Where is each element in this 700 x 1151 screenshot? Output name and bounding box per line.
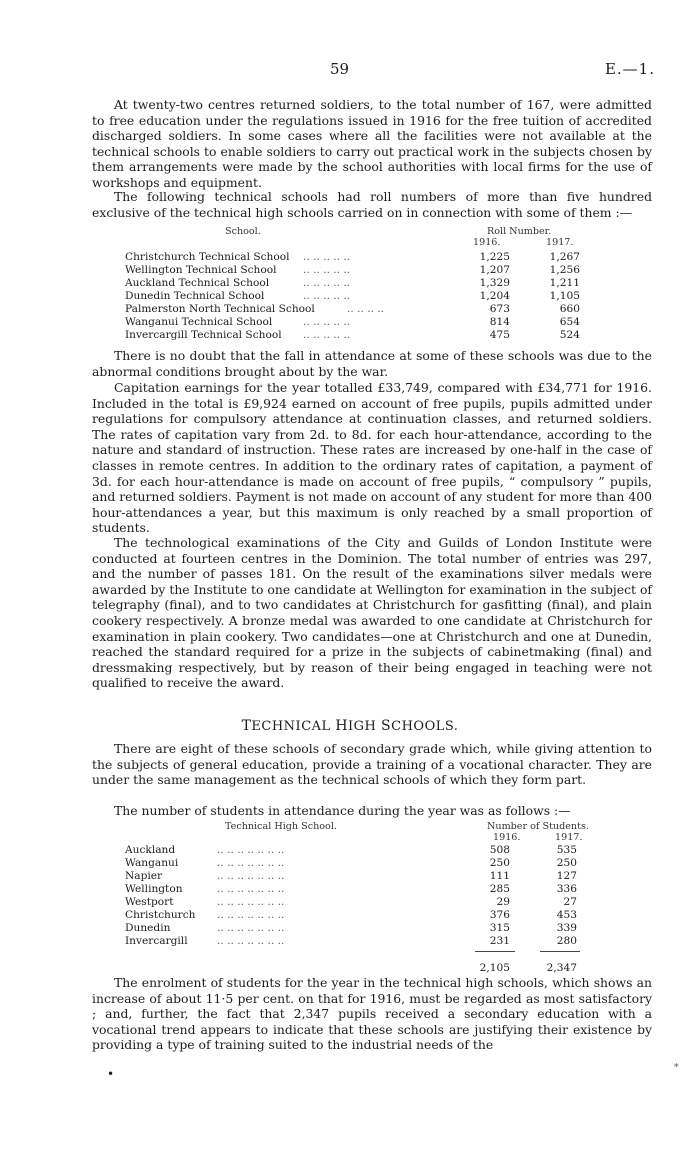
value-1916: 315 — [489, 922, 510, 934]
paragraph-examinations — [92, 535, 652, 691]
value-1917: 1,256 — [549, 264, 580, 276]
table-row — [125, 277, 645, 290]
leader-dots: .. .. .. .. .. — [303, 277, 351, 289]
school-name: Wellington — [125, 883, 183, 895]
value-1917: 524 — [559, 329, 580, 341]
leader-dots: .. .. .. .. .. .. .. — [217, 883, 285, 895]
total-rule-1916 — [475, 951, 515, 952]
paragraph-text: Capitation earnings for the year totalled £33,749, compared with £34,771 for 1916. Included in the total is £9,924 earned on account of free pupils, pupils admitted under regulations for compulsory attendance at continuation classes, and returned soldiers. The rates of capitation vary from 2d. to 8d. for each hour-attendance, according to the nature and standard of instruction. These rates are increased by one-half in the case of classes in remote centres. In addition to the ordinary rates of capitation, a payment of 3d. for each hour-attendance is made on account of free pupils, “ compulsory ” pupils, and returned soldiers. Payment is not made on account of any student for more than 400 hour-attendances a year, but this maximum is only reached by a small proportion of students. — [92, 380, 652, 536]
school-name: Wellington Technical School — [125, 264, 277, 276]
bullet-mark: • — [107, 1067, 115, 1081]
value-1916: 475 — [489, 329, 510, 341]
table-row — [125, 909, 645, 922]
leader-dots: .. .. .. .. .. .. .. — [217, 870, 285, 882]
table-row — [125, 303, 645, 316]
table-row — [125, 329, 645, 342]
value-1917: 453 — [556, 909, 577, 921]
leader-dots: .. .. .. .. .. .. .. — [217, 844, 285, 856]
value-1916: 1,207 — [479, 264, 510, 276]
paragraph-roll-numbers-intro — [92, 189, 652, 220]
paragraph-text: There are eight of these schools of secondary grade which, while giving attention to the subjects of general education, provide a training of a vocational character. They are under the same management as the technical schools of which they form part. — [92, 741, 652, 788]
paragraph-returned-soldiers — [92, 97, 652, 191]
value-1916: 673 — [489, 303, 510, 315]
total-rule-1917 — [540, 951, 580, 952]
leader-dots: .. .. .. .. .. — [303, 329, 351, 341]
paragraph-secondary-grade — [92, 741, 652, 788]
value-1916: 1,204 — [479, 290, 510, 302]
section-heading-technical-high-schools: TECHNICAL HIGH SCHOOLS. — [241, 718, 459, 734]
leader-dots: .. .. .. .. .. .. .. — [217, 909, 285, 921]
paragraph-fall-in-attendance — [92, 348, 652, 379]
table-header-roll-number: Roll Number. — [487, 226, 552, 237]
value-1916: 111 — [489, 870, 510, 882]
page-number: 59 — [330, 60, 350, 78]
school-name: Napier — [125, 870, 163, 882]
table-header-school: School. — [225, 226, 261, 237]
school-name: Wanganui Technical School — [125, 316, 273, 328]
table-header-school: Technical High School. — [225, 821, 337, 832]
value-1916: 250 — [489, 857, 510, 869]
value-1917: 1,267 — [549, 251, 580, 263]
table-row — [125, 857, 645, 870]
school-name: Christchurch Technical School — [125, 251, 290, 263]
paragraph-capitation — [92, 380, 652, 536]
value-1917: 280 — [556, 935, 577, 947]
table-header-year-1916: 1916. — [473, 237, 501, 248]
school-name: Invercargill Technical School — [125, 329, 282, 341]
value-1916: 814 — [489, 316, 510, 328]
table-row — [125, 883, 645, 896]
table-row — [125, 844, 645, 857]
school-name: Dunedin Technical School — [125, 290, 265, 302]
table-header-year-1916: 1916. — [493, 832, 521, 843]
table-row — [125, 251, 645, 264]
leader-dots: .. .. .. .. .. — [303, 264, 351, 276]
leader-dots: .. .. .. .. .. .. .. — [217, 896, 285, 908]
paragraph-text: The number of students in attendance during the year was as follows :— — [114, 803, 571, 818]
value-1917: 127 — [556, 870, 577, 882]
leader-dots: .. .. .. .. .. .. .. — [217, 857, 285, 869]
leader-dots: .. .. .. .. .. .. .. — [217, 935, 285, 947]
value-1917: 250 — [556, 857, 577, 869]
value-1916: 376 — [489, 909, 510, 921]
value-1917: 27 — [563, 896, 577, 908]
total-1917: 2,347 — [546, 962, 577, 974]
table-row — [125, 896, 645, 909]
school-name: Dunedin — [125, 922, 171, 934]
paragraph-text: The enrolment of students for the year in the technical high schools, which shows an increase of about 11·5 per cent. on that for 1916, must be regarded as most satisfactory ; and, further, the fact that 2,347 pupils received a secondary education with a vocational trend appears to indicate that these schools are justifying their existence by providing a type of training suited to the industrial needs of the — [92, 975, 652, 1053]
value-1917: 1,105 — [549, 290, 580, 302]
paragraph-text: The following technical schools had roll numbers of more than five hundred exclusive of the technical high schools carried on in connection with some of them :— — [92, 189, 652, 220]
value-1916: 1,329 — [479, 277, 510, 289]
page-header — [0, 60, 700, 80]
table-header-number-of-students: Number of Students. — [487, 821, 589, 832]
table-row — [125, 290, 645, 303]
value-1916: 285 — [489, 883, 510, 895]
value-1916: 231 — [489, 935, 510, 947]
value-1917: 660 — [559, 303, 580, 315]
value-1916: 29 — [496, 896, 510, 908]
paragraph-text: At twenty-two centres returned soldiers, to the total number of 167, were admitted to free education under the regulations issued in 1916 for the free tuition of accredited discharged soldiers. In some cases where all the facilities were not available at the technical schools to enable soldiers to carry out practical work in the subjects chosen by them arrangements were made by the school authorities with local firms for the use of workshops and equipment. — [92, 97, 652, 190]
school-name: Auckland Technical School — [125, 277, 270, 289]
school-name: Palmerston North Technical School — [125, 303, 315, 315]
total-1916: 2,105 — [479, 962, 510, 974]
school-name: Wanganui — [125, 857, 179, 869]
paragraph-text: There is no doubt that the fall in attendance at some of these schools was due to the abnormal conditions brought about by the war. — [92, 348, 652, 379]
school-name: Invercargill — [125, 935, 188, 947]
table-total-row — [125, 962, 645, 975]
school-name: Auckland — [125, 844, 176, 856]
leader-dots: .. .. .. .. .. — [303, 251, 351, 263]
paragraph-text: The technological examinations of the City and Guilds of London Institute were conducted at fourteen centres in the Dominion. The total number of entries was 297, and the number of passes 181. On the result of the examinations silver medals were awarded by the Institute to one candidate at Wellington for examination in the subject of telegraphy (final), and to two candidates at Christchurch for gasfitting (final), and plain cookery respectively. A bronze medal was awarded to one candidate at Christchurch for examination in plain cookery. Two candidates—one at Christchurch and one at Dunedin, reached the standard required for a prize in the subjects of cabinetmaking (final) and dressmaking respectively, but by reason of their being engaged in teaching were not qualified to receive the award. — [92, 535, 652, 691]
table-row — [125, 922, 645, 935]
value-1917: 336 — [556, 883, 577, 895]
table-row — [125, 316, 645, 329]
school-name: Christchurch — [125, 909, 196, 921]
students-table — [125, 821, 645, 996]
table-row — [125, 935, 645, 948]
paragraph-attendance-intro — [92, 803, 652, 819]
table-header-year-1917: 1917. — [546, 237, 574, 248]
table-row — [125, 870, 645, 883]
margin-mark: * — [674, 1063, 679, 1073]
value-1916: 508 — [489, 844, 510, 856]
leader-dots: .. .. .. .. .. — [303, 316, 351, 328]
document-reference: E.—1. — [604, 60, 655, 78]
table-header-year-1917: 1917. — [555, 832, 583, 843]
school-name: Westport — [125, 896, 174, 908]
value-1916: 1,225 — [479, 251, 510, 263]
leader-dots: .. .. .. .. .. .. .. — [217, 922, 285, 934]
leader-dots: .. .. .. .. — [347, 303, 385, 315]
value-1917: 654 — [559, 316, 580, 328]
table-row — [125, 264, 645, 277]
value-1917: 1,211 — [549, 277, 580, 289]
paragraph-enrolment — [92, 975, 652, 1053]
value-1917: 339 — [556, 922, 577, 934]
leader-dots: .. .. .. .. .. — [303, 290, 351, 302]
value-1917: 535 — [556, 844, 577, 856]
